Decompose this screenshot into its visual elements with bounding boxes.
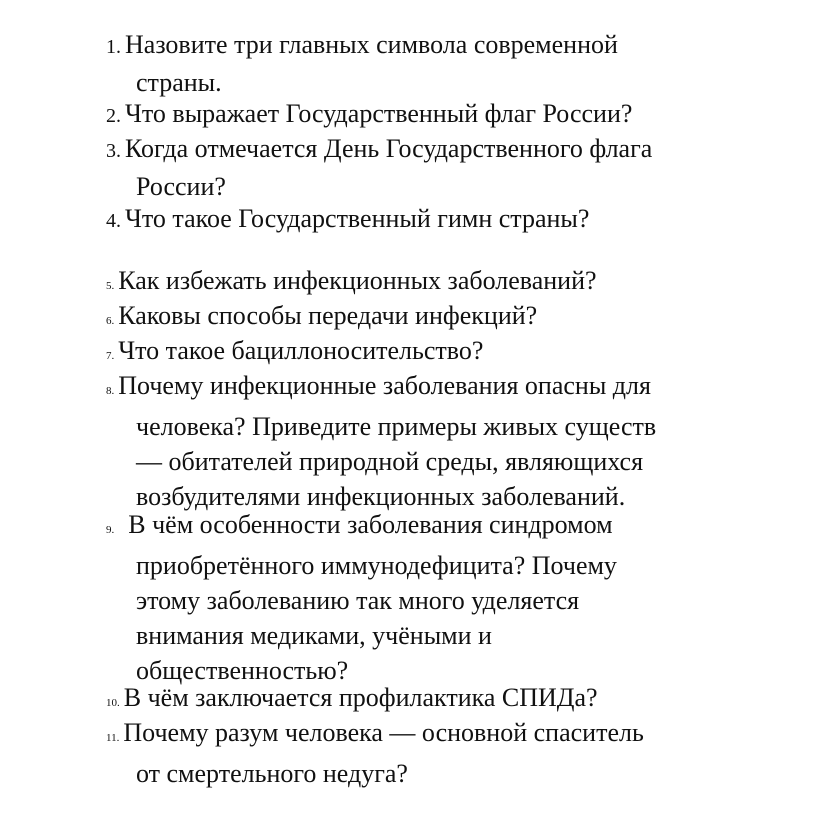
question-1-line-1: 1. Назовите три главных символа современной — [106, 27, 724, 65]
question-4-line-1: 4. Что такое Государственный гимн страны? — [106, 201, 724, 239]
question-5-number: 5. — [106, 280, 115, 292]
question-1-line-2: страны. — [136, 68, 222, 97]
question-2-number: 2. — [106, 105, 121, 127]
question-2-line-1: 2. Что выражает Государственный флаг России? — [106, 96, 724, 134]
question-8-line-3: — обитателей природной среды, являющихся — [136, 447, 644, 476]
question-5-line-1: 5. Как избежать инфекционных заболеваний? — [106, 263, 724, 304]
question-3-line-1: 3. Когда отмечается День Государственного флага — [106, 131, 724, 169]
question-9-line-1: 9. В чём особенности заболевания синдромом — [106, 507, 724, 548]
question-9-number: 9. — [106, 524, 115, 536]
question-8-number: 8. — [106, 385, 115, 397]
question-8-line-4: возбудителями инфекционных заболеваний. — [136, 482, 626, 511]
question-8-line-1: 8. Почему инфекционные заболевания опасны для — [106, 368, 724, 409]
question-1-number: 1. — [106, 36, 121, 58]
question-9 — [106, 507, 724, 688]
question-11-line-1: 11. Почему разум человека — основной спаситель — [106, 715, 724, 756]
question-10-number: 10. — [106, 697, 120, 709]
question-4 — [106, 201, 724, 239]
question-3 — [106, 131, 724, 204]
question-1 — [106, 27, 724, 100]
question-6-line-1: 6. Каковы способы передачи инфекций? — [106, 298, 724, 339]
question-9-line-2: приобретённого иммунодефицита? Почему — [136, 551, 617, 580]
question-3-number: 3. — [106, 140, 121, 162]
question-2 — [106, 96, 724, 134]
question-9-line-5: общественностью? — [136, 656, 349, 685]
question-4-number: 4. — [106, 210, 121, 232]
question-11-number: 11. — [106, 732, 120, 744]
question-10-line-1: 10. В чём заключается профилактика СПИДа? — [106, 680, 724, 721]
question-11 — [106, 715, 724, 791]
question-8 — [106, 368, 724, 514]
question-9-line-3: этому заболеванию так много уделяется — [136, 586, 580, 615]
question-7-line-1: 7. Что такое бациллоносительство? — [106, 333, 724, 374]
question-11-line-2: от смертельного недуга? — [136, 759, 408, 788]
question-8-line-2: человека? Приведите примеры живых существ — [136, 412, 657, 441]
question-7-number: 7. — [106, 350, 115, 362]
question-3-line-2: России? — [136, 172, 226, 201]
question-6-number: 6. — [106, 315, 115, 327]
question-9-line-4: внимания медиками, учёными и — [136, 621, 492, 650]
